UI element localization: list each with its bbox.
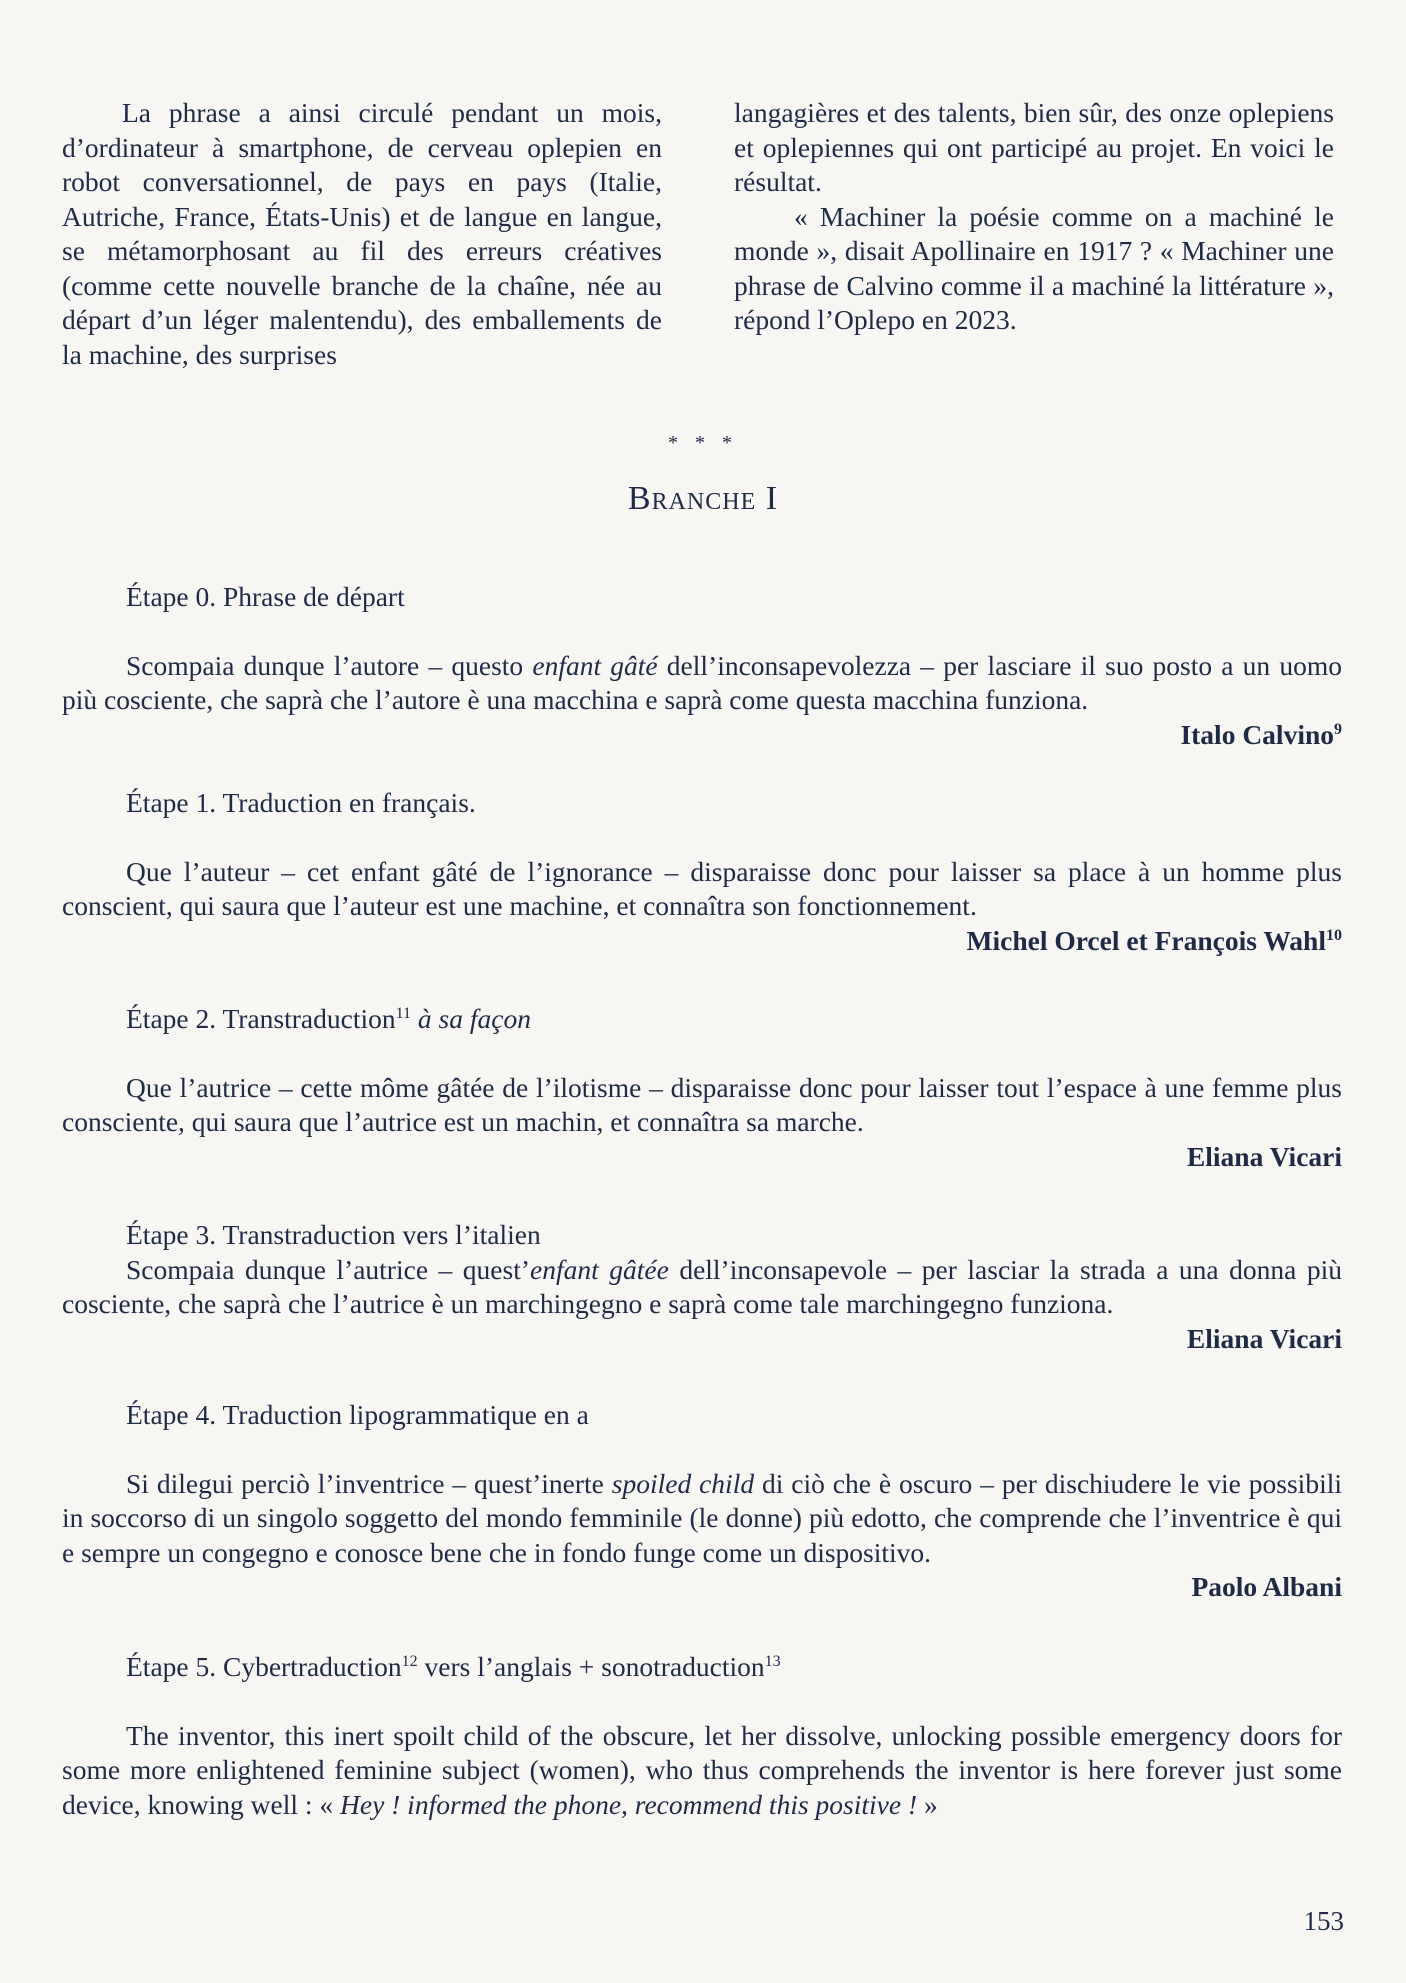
step-label: Étape 2. Transtraduction$^{11}$ à sa façon [126,1003,531,1034]
step-author: Italo Calvino$^9$ [1180,718,1342,750]
step-author: Eliana Vicari [1186,1322,1342,1354]
step-4 [62,1398,1342,1605]
step-1 [62,786,1342,958]
step-text: The inventor, this inert spoilt child of the obscure, let her dissolve, unlocking possible emergency doors for some more enlightened feminine subject (women), who thus comprehends the inventor is here forever just some device, knowing well : « Hey ! informed the phone, recommend this positive ! » [62,1719,1342,1820]
step-label: Étape 1. Traduction en français. [126,787,476,818]
intro-paragraph-continued: langagières et des talents, bien sûr, des onze oplepiens et oplepiennes qui ont participé au projet. En voici le résultat. [734,97,1334,197]
step-label: Étape 3. Transtraduction vers l’italien [126,1219,541,1250]
step-label: Étape 0. Phrase de départ [126,581,405,612]
step-5 [62,1650,1342,1822]
step-label: Étape 4. Traduction lipogrammatique en a [126,1399,589,1430]
intro-column-right [734,96,1334,338]
step-text: Scompaia dunque l’autrice – quest’enfant gâtée dell’inconsapevole – per lasciar la strada a una donna più cosciente, che saprà che l’autrice è un marchingegno e saprà come tale marchingegno funziona. [62,1253,1342,1319]
step-3 [62,1218,1342,1356]
intro-paragraph: La phrase a ainsi circulé pendant un mois, d’ordinateur à smartphone, de cerveau oplepien en robot conversationnel, de pays en pays (Italie, Autriche, France, États-Unis) et de langue en langue, se métamorphosant au fil des erreurs créatives (comme cette nouvelle branche de la chaîne, née au départ d’un léger malentendu), des emballements de la machine, des surprises [62,97,662,370]
section-separator: * * * [668,432,738,454]
step-author: Michel Orcel et François Wahl$^{10}$ [966,924,1342,956]
section-heading: Branche I [627,480,779,517]
step-2 [62,1002,1342,1174]
step-text: Scompaia dunque l’autore – questo enfant gâté dell’inconsapevolezza – per lasciare il suo posto a un uomo più cosciente, che saprà che l’autore è una macchina e saprà come questa macchina funziona. [62,649,1342,715]
step-author: Eliana Vicari [1186,1140,1342,1172]
page-number: 153 [1303,1906,1344,1936]
step-0 [62,580,1342,752]
intro-column-left [62,96,662,372]
step-author: Paolo Albani [1191,1571,1342,1602]
apollinaire-paragraph: « Machiner la poésie comme on a machiné le monde », disait Apollinaire en 1917 ? « Machiner une phrase de Calvino comme il a machiné la littérature », répond l’Oplepo en 2023. [734,200,1334,335]
step-text: Que l’autrice – cette môme gâtée de l’ilotisme – disparaisse donc pour laisser tout l’espace à une femme plus consciente, qui saura que l’autrice est un machin, et connaîtra sa marche. [62,1071,1342,1137]
step-text: Si dilegui perciò l’inventrice – quest’inerte spoiled child di ciò che è oscuro – per dischiudere le vie possibili in soccorso di un singolo soggetto del mondo femminile (le donne) più edotto, che comprende che l’inventrice è qui e sempre un congegno e conosce bene che in fondo funge come un dispositivo. [62,1467,1342,1568]
step-label: Étape 5. Cybertraduction$^{12}$ vers l’anglais + sonotraduction$^{13}$ [126,1651,781,1682]
step-text: Que l’auteur – cet enfant gâté de l’ignorance – disparaisse donc pour laisser sa place à un homme plus conscient, qui saura que l’auteur est une machine, et connaîtra son fonctionnement. [62,855,1342,921]
